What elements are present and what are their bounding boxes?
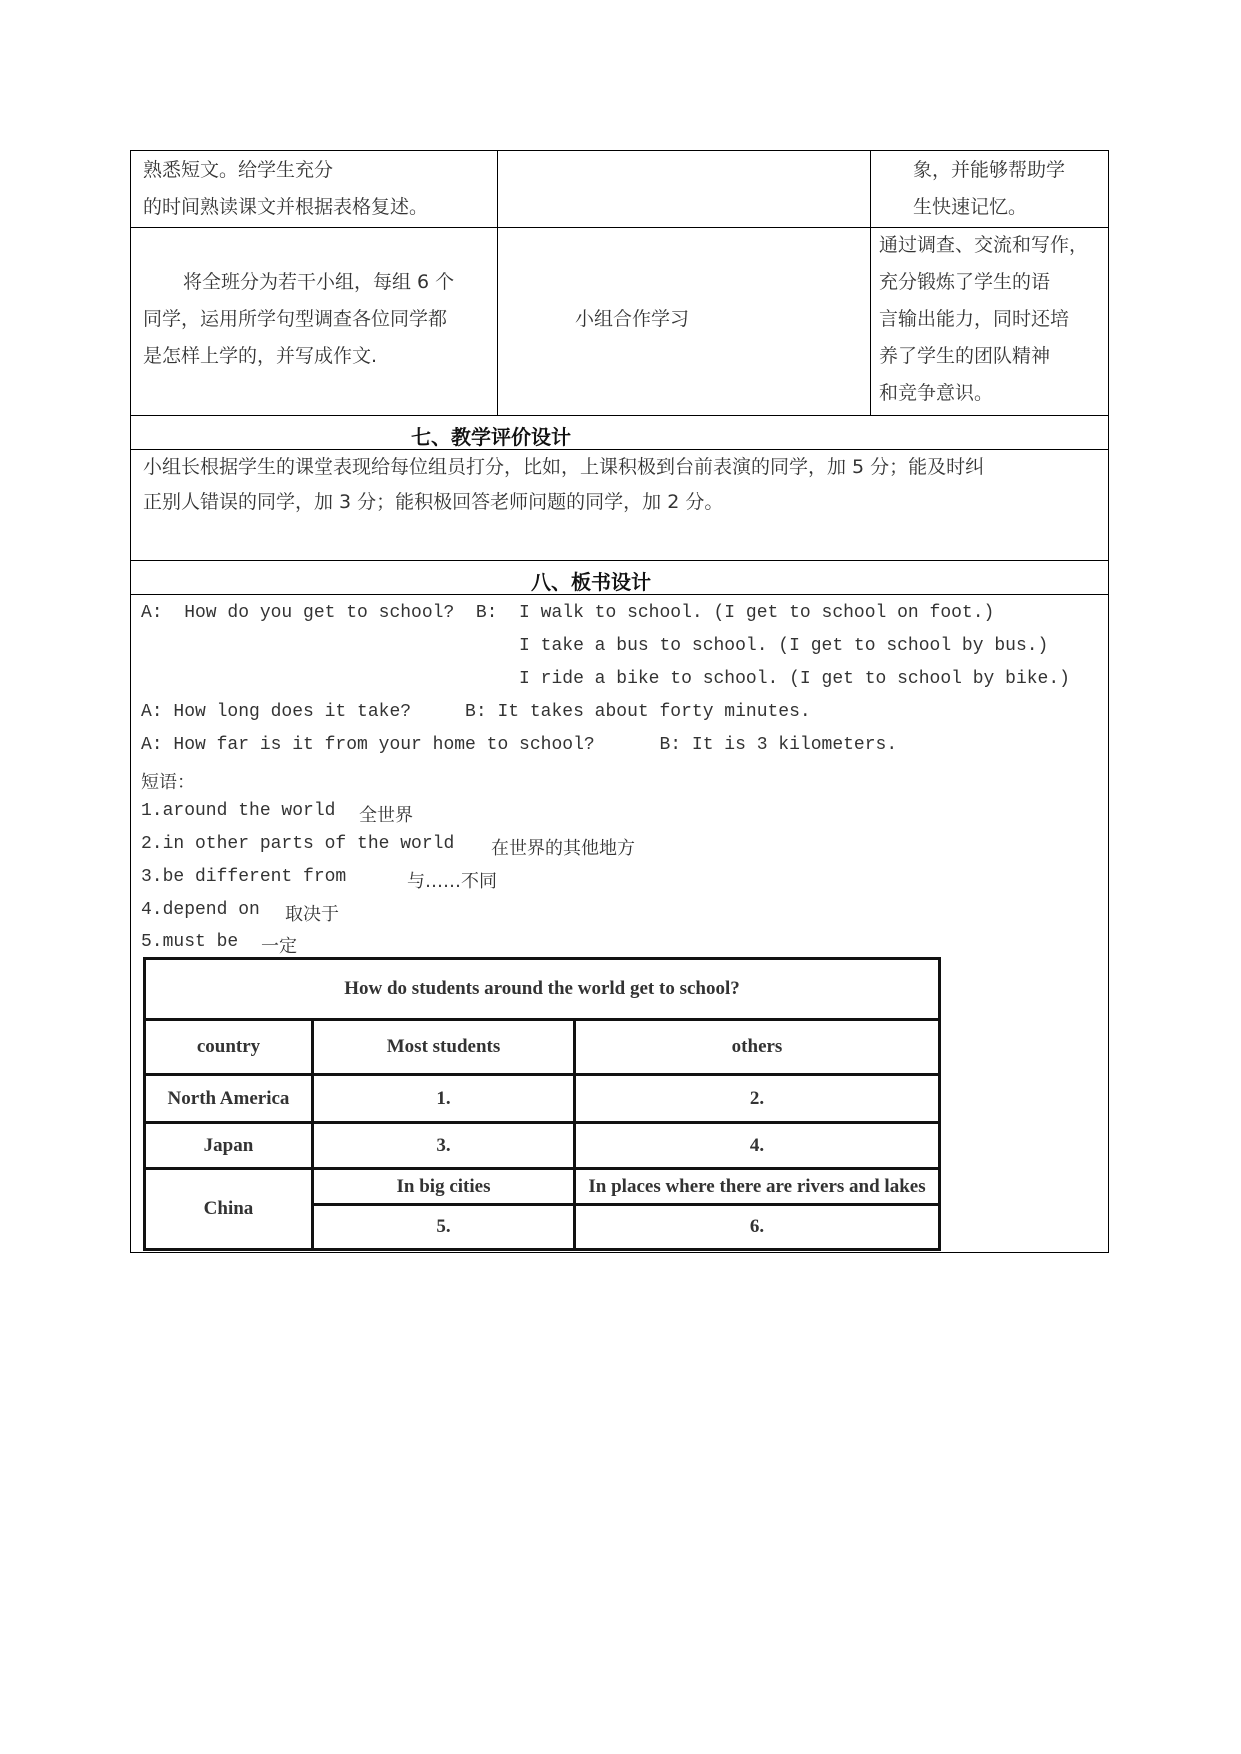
method-text: 小组合作学习 (575, 308, 690, 330)
country-cell: Japan (203, 1134, 254, 1156)
phrase-chinese: 与……不同 (407, 871, 497, 892)
purpose-text-line: 养了学生的团队精神 (879, 345, 1051, 367)
purpose-text-line: 象，并能够帮助学 (913, 159, 1066, 181)
phrase-english: 3.be different from (141, 867, 347, 887)
section-8-title: 八、板书设计 (531, 570, 651, 594)
evaluation-text-line: 正别人错误的同学，加 3 分；能积极回答老师问题的同学，加 2 分。 (143, 491, 724, 513)
phrase-english: 4.depend on (141, 900, 260, 920)
dialogue-line: I ride a bike to school. (I get to school by bike.) (141, 669, 1070, 689)
purpose-text-line: 言输出能力，同时还培 (879, 308, 1070, 330)
section-7-title: 七、教学评价设计 (411, 425, 571, 449)
dialogue-line: A: How long does it take? B: It takes about forty minutes. (141, 702, 811, 722)
sub-header-cell: In big cities (396, 1175, 491, 1197)
phrase-chinese: 全世界 (359, 805, 413, 826)
phrase-english: 2.in other parts of the world (141, 834, 455, 854)
country-cell: China (203, 1198, 254, 1219)
phrase-chinese: 在世界的其他地方 (491, 838, 635, 859)
header-others: others (731, 1036, 783, 1057)
row-divider (131, 415, 1108, 416)
lesson-plan-table (130, 150, 1109, 1253)
purpose-text-line: 充分锻炼了学生的语 (879, 271, 1051, 293)
most-students-cell: 1. (436, 1087, 451, 1109)
country-cell: North America (167, 1087, 290, 1109)
row-divider (131, 560, 1108, 561)
table-title: How do students around the world get to school? (344, 978, 740, 999)
others-cell: 6. (749, 1216, 765, 1237)
purpose-text-line: 通过调查、交流和写作， (879, 234, 1089, 256)
activity-text-line: 将全班分为若干小组，每组 6 个 (183, 271, 455, 293)
phrase-english: 5.must be (141, 932, 239, 952)
phrases-label: 短语： (141, 772, 195, 793)
activity-text-line: 同学，运用所学句型调查各位同学都 (143, 308, 448, 330)
dialogue-line: A: How far is it from your home to school? B: It is 3 kilometers. (141, 735, 898, 755)
header-most-students: Most students (386, 1036, 501, 1057)
sub-header-cell: In places where there are rivers and lakes (588, 1175, 926, 1197)
most-students-cell: 5. (436, 1216, 451, 1237)
most-students-cell: 3. (436, 1134, 451, 1156)
activity-text-line: 的时间熟读课文并根据表格复述。 (143, 196, 429, 218)
phrase-chinese: 取决于 (285, 904, 339, 925)
purpose-text-line: 和竞争意识。 (879, 382, 994, 404)
column-divider (497, 151, 498, 415)
dialogue-line: I take a bus to school. (I get to school by bus.) (141, 636, 1049, 656)
others-cell: 4. (749, 1134, 765, 1156)
header-country: country (196, 1036, 261, 1057)
transport-survey-table (143, 957, 941, 1251)
phrase-chinese: 一定 (261, 936, 297, 957)
others-cell: 2. (749, 1087, 765, 1109)
column-divider (870, 151, 871, 415)
evaluation-text-line: 小组长根据学生的课堂表现给每位组员打分，比如，上课积极到台前表演的同学，加 5 分；能及时纠 (143, 456, 985, 478)
phrase-english: 1.around the world (141, 801, 336, 821)
activity-text-line: 是怎样上学的，并写成作文. (143, 345, 378, 367)
dialogue-line: A: How do you get to school? B: I walk to school. (I get to school on foot.) (141, 603, 995, 623)
activity-text-line: 熟悉短文。给学生充分 (143, 159, 334, 181)
purpose-text-line: 生快速记忆。 (913, 196, 1028, 218)
